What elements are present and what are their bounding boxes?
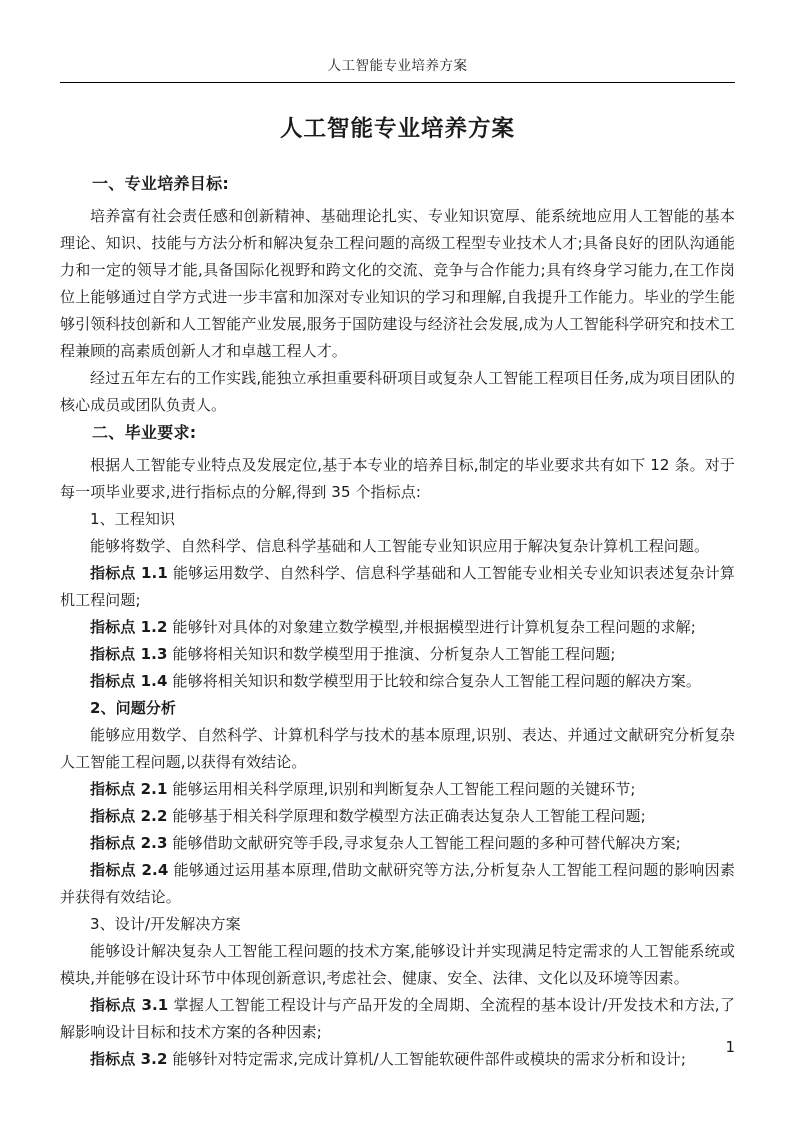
indicator-text-2-1: 能够运用相关科学原理,识别和判断复杂人工智能工程问题的关键环节;	[172, 780, 636, 798]
document-body	[60, 112, 735, 1073]
indicator-point-1-3	[60, 641, 735, 668]
indicator-point-2-4	[60, 857, 735, 911]
section-heading-training-objective: 一、专业培养目标:	[92, 174, 230, 193]
indicator-label-1-3: 指标点 1.3	[90, 645, 168, 663]
indicator-text-1-2: 能够针对具体的对象建立数学模型,并根据模型进行计算机复杂工程问题的求解;	[172, 618, 696, 636]
indicator-text-3-2: 能够针对特定需求,完成计算机/人工智能软硬件部件或模块的需求分析和设计;	[172, 1050, 686, 1068]
requirement-block-1	[60, 506, 735, 695]
indicator-label-1-1: 指标点 1.1	[90, 564, 168, 582]
indicator-label-2-2: 指标点 2.2	[90, 807, 168, 825]
indicator-text-3-1: 掌握人工智能工程设计与产品开发的全周期、全流程的基本设计/开发技术和方法,了解影响设计目标和技术方案的各种因素;	[60, 996, 735, 1041]
paragraph-objective-main: 培养富有社会责任感和创新精神、基础理论扎实、专业知识宽厚、能系统地应用人工智能的基本理论、知识、技能与方法分析和解决复杂工程问题的高级工程型专业技术人才;具备良好的团队沟通能力和一定的领导才能,具备国际化视野和跨文化的交流、竞争与合作能力;具有终身学习能力,在工作岗位上能够通过自学方式进一步丰富和加深对专业知识的学习和理解,自我提升工作能力。毕业的学生能够引领科技创新和人工智能产业发展,服务于国防建设与经济社会发展,成为人工智能科学研究和技术工程兼顾的高素质创新人才和卓越工程人才。	[60, 207, 735, 360]
header-divider-rule	[60, 82, 735, 83]
indicator-label-2-4: 指标点 2.4	[90, 861, 169, 879]
indicator-text-2-4: 能够通过运用基本原理,借助文献研究等方法,分析复杂人工智能工程问题的影响因素并获得有效结论。	[60, 861, 735, 906]
requirement-description-2: 能够应用数学、自然科学、计算机科学与技术的基本原理,识别、表达、并通过文献研究分析复杂人工智能工程问题,以获得有效结论。	[60, 726, 735, 771]
running-header-title: 人工智能专业培养方案	[327, 58, 468, 74]
indicator-point-1-4	[60, 668, 735, 695]
indicator-point-2-3	[60, 830, 735, 857]
indicator-label-3-2: 指标点 3.2	[90, 1050, 168, 1068]
indicator-text-2-2: 能够基于相关科学原理和数学模型方法正确表达复杂人工智能工程问题;	[172, 807, 646, 825]
indicator-point-2-2	[60, 803, 735, 830]
indicator-label-2-3: 指标点 2.3	[90, 834, 168, 852]
running-header	[60, 55, 735, 76]
page-number: 1	[725, 1038, 735, 1056]
requirement-description-3: 能够设计解决复杂人工智能工程问题的技术方案,能够设计并实现满足特定需求的人工智能系统或模块,并能够在设计环节中体现创新意识,考虑社会、健康、安全、法律、文化以及环境等因素。	[60, 942, 735, 987]
requirement-heading-2: 2、问题分析	[90, 699, 177, 717]
indicator-label-1-4: 指标点 1.4	[90, 672, 168, 690]
indicator-text-1-3: 能够将相关知识和数学模型用于推演、分析复杂人工智能工程问题;	[172, 645, 616, 663]
page-title: 人工智能专业培养方案	[279, 116, 515, 142]
paragraph-objective-practice: 经过五年左右的工作实践,能独立承担重要科研项目或复杂人工智能工程项目任务,成为项目团队的核心成员或团队负责人。	[60, 369, 735, 414]
requirement-heading-1: 1、工程知识	[90, 510, 176, 528]
indicator-label-3-1: 指标点 3.1	[90, 996, 169, 1014]
requirement-description-1: 能够将数学、自然科学、信息科学基础和人工智能专业知识应用于解决复杂计算机工程问题。	[90, 537, 710, 555]
indicator-point-2-1	[60, 776, 735, 803]
requirement-heading-3: 3、设计/开发解决方案	[90, 915, 241, 933]
requirement-block-2	[60, 695, 735, 911]
indicator-point-1-2	[60, 614, 735, 641]
paragraph-graduation-intro: 根据人工智能专业特点及发展定位,基于本专业的培养目标,制定的毕业要求共有如下 12 条。对于每一项毕业要求,进行指标点的分解,得到 35 个指标点:	[60, 456, 735, 501]
indicator-point-1-1	[60, 560, 735, 614]
section-heading-graduation-requirements: 二、毕业要求:	[92, 423, 197, 442]
indicator-text-2-3: 能够借助文献研究等手段,寻求复杂人工智能工程问题的多种可替代解决方案;	[172, 834, 681, 852]
indicator-text-1-4: 能够将相关知识和数学模型用于比较和综合复杂人工智能工程问题的解决方案。	[172, 672, 702, 690]
indicator-label-2-1: 指标点 2.1	[90, 780, 168, 798]
indicator-label-1-2: 指标点 1.2	[90, 618, 168, 636]
indicator-text-1-1: 能够运用数学、自然科学、信息科学基础和人工智能专业相关专业知识表述复杂计算机工程问题;	[60, 564, 735, 609]
